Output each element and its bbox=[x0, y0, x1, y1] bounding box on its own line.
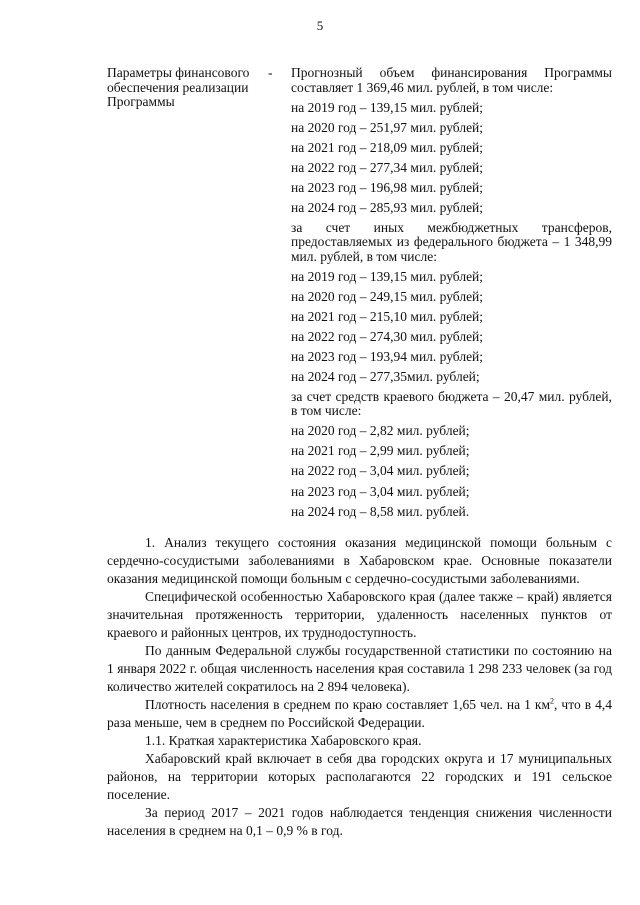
federal-year-2020: на 2020 год – 249,15 мил. рублей; bbox=[291, 288, 484, 304]
federal-year-2019: на 2019 год – 139,15 мил. рублей; bbox=[291, 268, 484, 284]
parameters-content bbox=[291, 66, 612, 519]
document-body bbox=[107, 534, 612, 840]
density-text-after: , что в 4,4 раза меньше, чем в среднем по Российской Федерации. bbox=[107, 697, 612, 730]
density-superscript: 2 bbox=[550, 696, 555, 706]
federal-year-2023: на 2023 год – 193,94 мил. рублей; bbox=[291, 349, 484, 365]
total-year-2021: на 2021 год – 218,09 мил. рублей; bbox=[291, 139, 484, 155]
paragraph-population-density bbox=[107, 696, 612, 732]
paragraph-analysis: 1. Анализ текущего состояния оказания медицинской помощи больным с сердечно-сосудистыми заболеваниями в Хабаровском крае. Основные показатели оказания медицинской помощи больным с сердечно-сосудистыми заболеваниями. bbox=[107, 535, 612, 586]
parameters-dash: - bbox=[268, 65, 273, 80]
regional-year-2023: на 2023 год – 3,04 мил. рублей; bbox=[291, 483, 470, 499]
program-parameters-table bbox=[107, 66, 612, 519]
regional-year-2022: на 2022 год – 3,04 мил. рублей; bbox=[291, 463, 470, 479]
federal-year-2022: на 2022 год – 274,30 мил. рублей; bbox=[291, 328, 484, 344]
regional-year-2020: на 2020 год – 2,82 мил. рублей; bbox=[291, 423, 470, 439]
paragraph-territorial-structure: Хабаровский край включает в себя два городских округа и 17 муниципальных районов, на территории которых располагаются 22 городских и 191 сельское поселение. bbox=[107, 751, 612, 802]
federal-year-2021: на 2021 год – 215,10 мил. рублей; bbox=[291, 308, 484, 324]
density-text-before: Плотность населения в среднем по краю составляет 1,65 чел. на 1 км bbox=[145, 697, 551, 712]
page-number: 5 bbox=[316, 18, 324, 33]
total-year-2023: на 2023 год – 196,98 мил. рублей; bbox=[291, 179, 484, 195]
parameters-label: Параметры финансового обеспечения реализации Программы bbox=[107, 65, 250, 109]
regional-year-2024: на 2024 год – 8,58 мил. рублей. bbox=[291, 503, 470, 519]
total-year-2024: на 2024 год – 285,93 мил. рублей; bbox=[291, 200, 484, 216]
federal-budget-intro: за счет иных межбюджетных трансферов, предоставляемых из федерального бюджета – 1 348,99 мил. рублей, в том числе: bbox=[291, 219, 612, 264]
regional-year-2021: на 2021 год – 2,99 мил. рублей; bbox=[291, 443, 470, 459]
paragraph-specific-feature: Специфической особенностью Хабаровского края (далее также – край) является значительная протяженность территории, удаленность населенных пунктов от краевого и районных центров, их труднодоступность. bbox=[107, 589, 612, 640]
total-year-2022: на 2022 год – 277,34 мил. рублей; bbox=[291, 159, 484, 175]
total-year-2020: на 2020 год – 251,97 мил. рублей; bbox=[291, 119, 484, 135]
federal-year-2024: на 2024 год – 277,35мил. рублей; bbox=[291, 369, 480, 385]
total-year-2019: на 2019 год – 139,15 мил. рублей; bbox=[291, 99, 484, 115]
section-heading-1-1: 1.1. Краткая характеристика Хабаровского края. bbox=[145, 733, 422, 748]
paragraph-population-trend: За период 2017 – 2021 годов наблюдается тенденция снижения численности населения в среднем на 0,1 – 0,9 % в год. bbox=[107, 805, 612, 838]
regional-budget-intro: за счет средств краевого бюджета – 20,47 мил. рублей, в том числе: bbox=[291, 388, 612, 419]
financing-total-intro: Прогнозный объем финансирования Программы составляет 1 369,46 мил. рублей, в том числе: bbox=[291, 65, 612, 95]
paragraph-population-statistics: По данным Федеральной службы государственной статистики по состоянию на 1 января 2022 г. общая численность населения края составила 1 298 233 человек (за год количество жителей сократилось на 2 894 человека). bbox=[107, 643, 612, 694]
